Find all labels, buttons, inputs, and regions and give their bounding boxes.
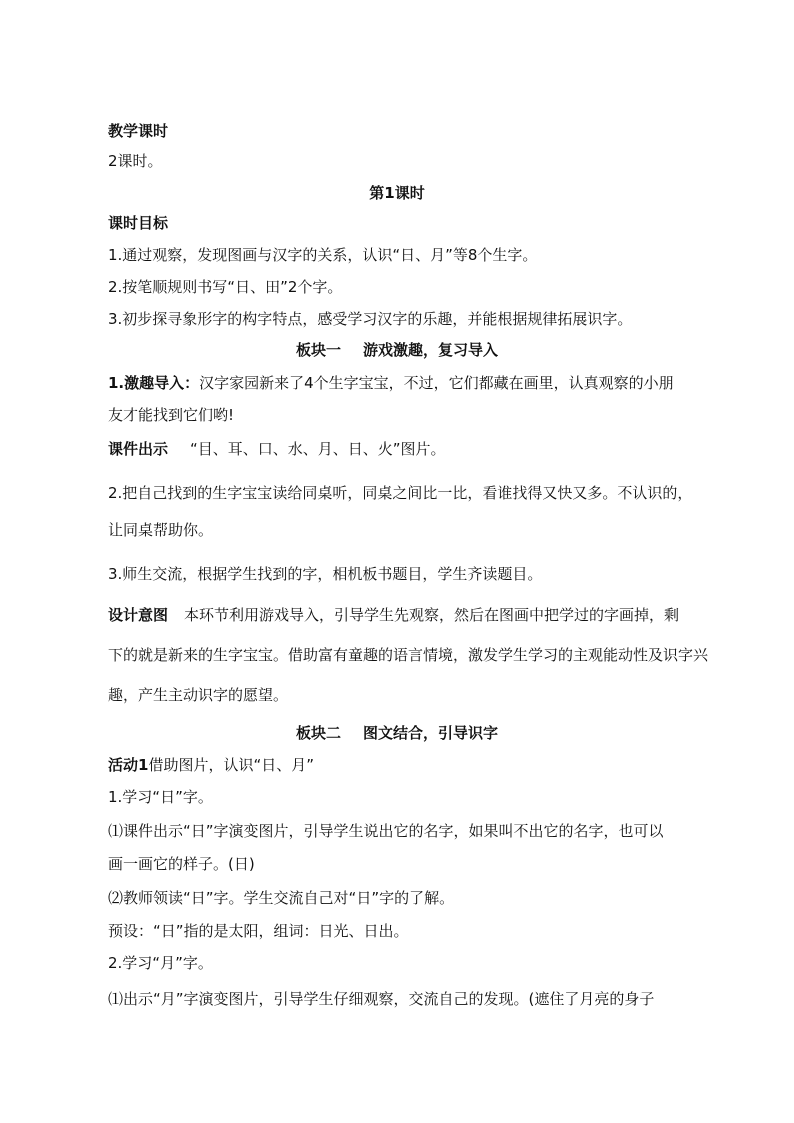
activity1-text: 借助图片，认识“日、月” — [148, 756, 314, 774]
design-intent-line1 — [108, 605, 679, 625]
goals-heading: 课时目标 — [108, 214, 169, 232]
activity1-label: 活动1 — [108, 756, 149, 774]
design-intent-line3: 趣，产生主动识字的愿望。 — [108, 686, 289, 704]
teaching-hours-heading: 教学课时 — [108, 122, 169, 140]
lesson1-title: 第1课时 — [369, 184, 425, 202]
ri-step2: ⑵教师领读“日”字。学生交流自己对“日”字的了解。 — [108, 889, 455, 907]
courseware-line — [108, 439, 446, 459]
block1-step2-line2: 让同桌帮助你。 — [108, 521, 214, 539]
block1-intro-text: 汉字家园新来了4个生字宝宝，不过，它们都藏在画里，认真观察的小朋 — [199, 374, 674, 392]
courseware-text: “目、耳、口、水、月、日、火”图片。 — [190, 440, 446, 458]
block1-intro-label: 1.激趣导入： — [108, 374, 200, 392]
ri-preset: 预设：“日”指的是太阳，组词：日光、日出。 — [108, 922, 409, 940]
learn-ri: 1.学习“日”字。 — [108, 788, 213, 806]
block2-title: 图文结合，引导识字 — [363, 724, 499, 742]
design-intent-text: 本环节利用游戏导入，引导学生先观察，然后在图画中把学过的字画掉，剩 — [184, 606, 680, 624]
design-intent-line2: 下的就是新来的生字宝宝。借助富有童趣的语言情境，激发学生学习的主观能动性及识字兴 — [108, 646, 709, 664]
block1-step2-line1: 2.把自己找到的生字宝宝读给同桌听，同桌之间比一比，看谁找得又快又多。不认识的， — [108, 484, 693, 502]
block2-label: 板块二 — [295, 724, 341, 742]
learn-yue: 2.学习“月”字。 — [108, 954, 213, 972]
block1-title: 游戏激趣，复习导入 — [363, 341, 499, 359]
yue-step1-line1: ⑴出示“月”字演变图片，引导学生仔细观察，交流自己的发现。(遮住了月亮的身子 — [108, 990, 655, 1008]
block2-heading — [0, 723, 794, 743]
ri-step1-line2: 画一画它的样子。(日) — [108, 855, 255, 873]
activity1-line — [108, 755, 314, 775]
block1-label: 板块一 — [295, 341, 341, 359]
teaching-hours-value: 2课时。 — [108, 152, 163, 170]
design-intent-label: 设计意图 — [108, 606, 169, 624]
goal-item: 2.按笔顺规则书写“日、田”2个字。 — [108, 278, 343, 296]
block1-heading — [0, 340, 794, 360]
goal-item: 3.初步探寻象形字的构字特点，感受学习汉字的乐趣，并能根据规律拓展识字。 — [108, 310, 633, 328]
ri-step1-line1: ⑴课件出示“日”字演变图片，引导学生说出它的名字，如果叫不出它的名字，也可以 — [108, 822, 664, 840]
courseware-label: 课件出示 — [108, 440, 169, 458]
block1-step3: 3.师生交流，根据学生找到的字，相机板书题目，学生齐读题目。 — [108, 565, 543, 583]
block1-intro-cont: 友才能找到它们哟! — [108, 406, 235, 424]
block1-intro — [108, 373, 674, 393]
goal-item: 1.通过观察，发现图画与汉字的关系，认识“日、月”等8个生字。 — [108, 246, 538, 264]
